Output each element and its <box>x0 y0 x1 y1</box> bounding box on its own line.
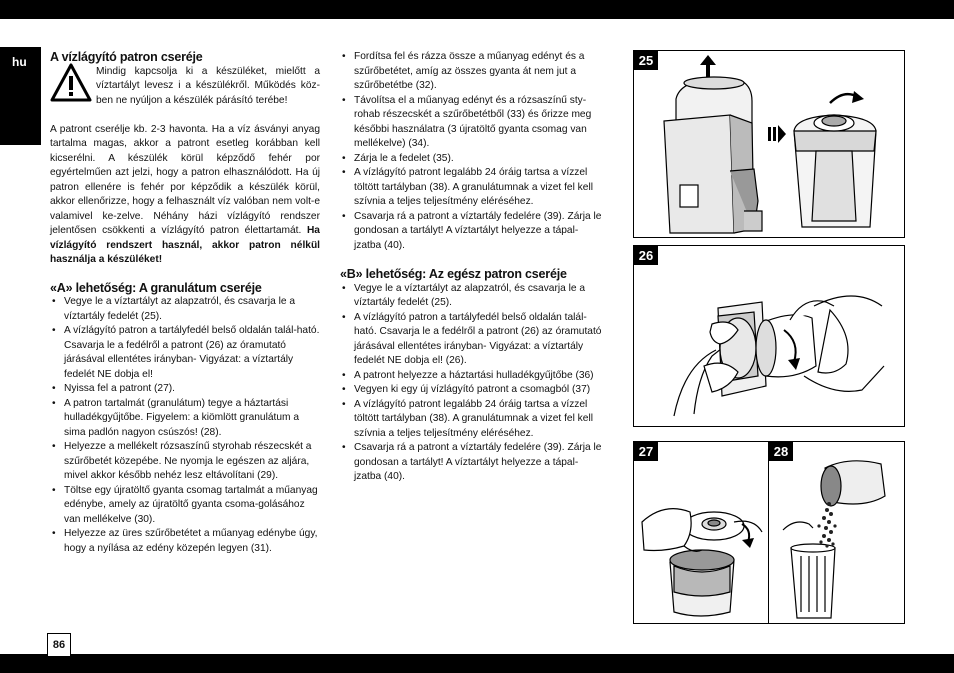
list-item: • Csavarja rá a patront a víztartály fedelére (39). Zárja le gondosan a tartályt! A víztartályt helyezze a tápal-jzatba (40). <box>340 210 605 254</box>
option-b-heading: «B» lehetőség: Az egész patron cseréje <box>340 267 567 281</box>
figure-number: 26 <box>634 246 658 265</box>
option-a-heading: «A» lehetőség: A granulátum cseréje <box>50 280 262 295</box>
cartridge-unscrew-illustration <box>634 246 904 426</box>
left-column <box>50 50 320 556</box>
figure-number: 25 <box>634 51 658 70</box>
list-item: • A vízlágyító patron a tartályfedél belső oldalán talál-ható. Csavarja le a fedélről a patront (26) az óramutató járásával ellentétes irányban- Vigyázat: a víztartály fedelét NE dobja el! <box>50 324 320 382</box>
middle-column <box>340 50 605 485</box>
list-item: • Töltse egy újratöltő gyanta csomag tartalmát a műanyag edénybe, amely az újratöltő gyanta csoma-golásához van mellékelve (30). <box>50 484 320 528</box>
empty-granulate-illustration <box>769 442 904 623</box>
figure-27 <box>633 441 770 624</box>
top-bar <box>0 0 954 19</box>
intro-paragraph <box>50 123 320 268</box>
figure-number: 28 <box>769 442 793 461</box>
intro-text: A patront cserélje kb. 2-3 havonta. Ha a víz ásványi anyag tartalma magas, akkor a patront esetleg korábban kell kicserélni. A készülék körül képződő fehér por egyértelműen azt jelzi, hogy a patron elhasználódott. Ha új patron ellenére is fehér por képződik a készülék körül, akkor ellenőrizze, hogy a felhasznált víz valóban nem volt-e valamivel ke-zelve. Néhány házi vízlágyító rendszer jelentősen csökkenti a vízlágyító patron élettartamát. <box>50 123 320 236</box>
bottom-bar <box>0 654 954 673</box>
intro-bold-text: Ha vízlágyító rendszert használ, akkor patron nélkül használja a készüléket! <box>50 225 320 265</box>
list-item: • Helyezze a mellékelt rózsaszínű styrohab részecskét a szűrőbetét közepébe. Ne nyomja le egészen az aljára, mivel akkor később nehéz lesz eltávolítani (29). <box>50 440 320 484</box>
list-item: • Fordítsa fel és rázza össze a műanyag edényt és a szűrőbetétet, amíg az összes gyanta át nem jut a szűrőbetétbe (32). <box>340 50 605 94</box>
list-item: • Zárja le a fedelet (35). <box>340 152 605 167</box>
option-a-list <box>50 295 320 556</box>
list-item: • Vegye le a víztartályt az alapzatról, és csavarja le a víztartály fedelét (25). <box>340 282 605 311</box>
list-item: • A patront helyezze a háztartási hulladékgyűjtőbe (36) <box>340 369 605 384</box>
figure-25 <box>633 50 905 238</box>
list-item: • Vegye le a víztartályt az alapzatról, és csavarja le a víztartály fedelét (25). <box>50 295 320 324</box>
warning-icon <box>50 63 92 103</box>
figure-26 <box>633 245 905 427</box>
warning-text: Mindig kapcsolja ki a készüléket, mielőtt a víztartályt levesz i a készülékről. Működés köz-ben ne nyúljon a készülék párásító terébe! <box>96 65 320 106</box>
list-item: • Helyezze az üres szűrőbetétet a műanyag edénybe úgy, hogy a nyílása az edény közepén legyen (31). <box>50 527 320 556</box>
page-number: 86 <box>47 633 71 656</box>
section-heading: A vízlágyító patron cseréje <box>50 50 203 64</box>
open-cartridge-illustration <box>634 442 769 623</box>
language-label: hu <box>12 55 27 69</box>
list-item: • A vízlágyító patron a tartályfedél belső oldalán talál-ható. Csavarja le a fedélről a patront (26) az óramutató járásával ellentétes irányban- Vigyázat: a víztartály fedelét NE dobja el! (26). <box>340 311 605 369</box>
steps-list <box>340 50 605 253</box>
figure-28 <box>768 441 905 624</box>
option-b-list <box>340 282 605 485</box>
list-item: • A vízlágyító patront legalább 24 óráig tartsa a vízzel töltött tartályban (38). A granulátumnak a vizet fel kell szívnia a teljes teljesítmény eléréséhez. <box>340 398 605 442</box>
list-item: • Nyissa fel a patront (27). <box>50 382 320 397</box>
language-tab <box>0 47 41 145</box>
list-item: • Csavarja rá a patront a víztartály fedelére (39). Zárja le gondosan a tartályt! A víztartályt helyezze a tápal-jzatba (40). <box>340 441 605 485</box>
list-item: • Távolítsa el a műanyag edényt és a rózsaszínű sty-rohab részecskét a szűrőbetétből (33) és őrizze meg későbbi használatra (3 újratöltő gyanta csomag van mellékelve) (34). <box>340 94 605 152</box>
figure-number: 27 <box>634 442 658 461</box>
list-item: • Vegyen ki egy új vízlágyító patront a csomagból (37) <box>340 383 605 398</box>
list-item: • A patron tartalmát (granulátum) tegye a háztartási hulladékgyűjtőbe. Figyelem: a kiömlött granulátum a sima padlón nagyon csúszós! (28). <box>50 397 320 441</box>
list-item: • A vízlágyító patront legalább 24 óráig tartsa a vízzel töltött tartályban (38). A granulátumnak a vizet fel kell szívnia a teljes teljesítmény eléréséhez. <box>340 166 605 210</box>
humidifier-tank-removal-illustration <box>634 51 904 237</box>
